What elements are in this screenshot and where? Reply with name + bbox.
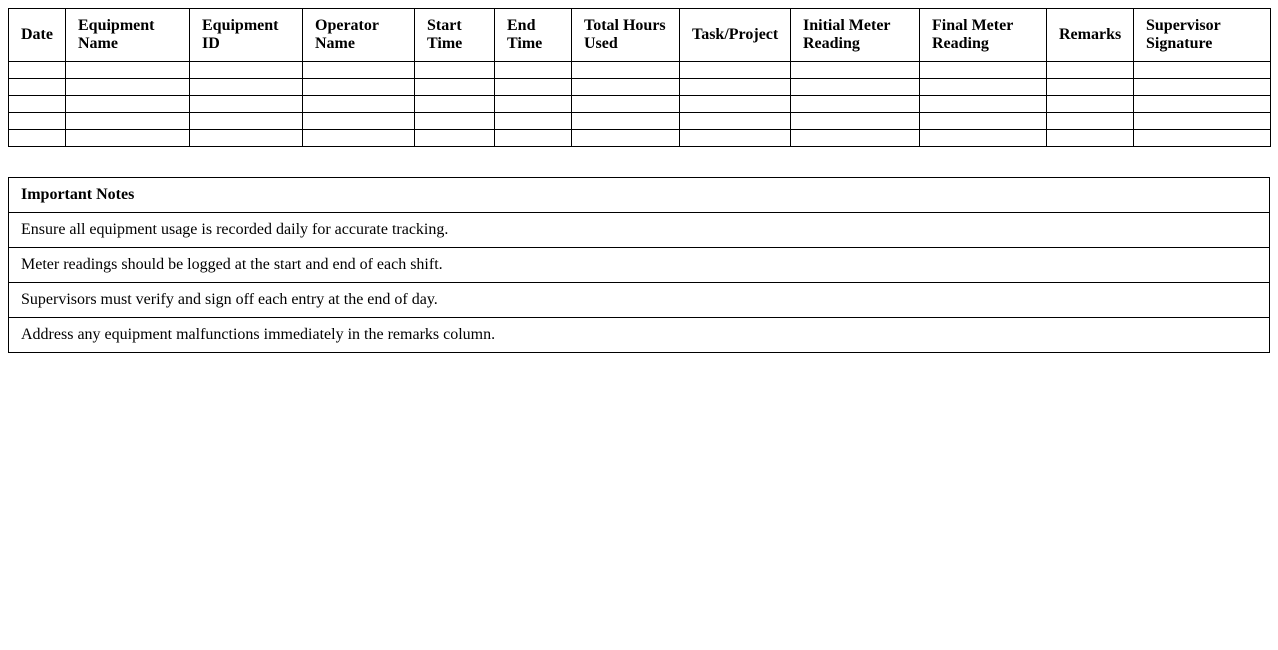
table-cell[interactable]	[9, 79, 66, 96]
table-cell[interactable]	[920, 96, 1047, 113]
notes-table-body	[9, 178, 1270, 353]
table-cell[interactable]	[66, 96, 190, 113]
table-cell[interactable]	[920, 62, 1047, 79]
column-header-supervisor-signature-label: Supervisor Signature	[1146, 17, 1221, 52]
table-cell[interactable]	[495, 130, 572, 147]
column-header-final-meter-reading	[920, 9, 1047, 62]
table-cell[interactable]	[190, 130, 303, 147]
important-notes-table	[8, 177, 1270, 353]
note-row	[9, 248, 1270, 283]
table-cell[interactable]	[680, 96, 791, 113]
table-cell[interactable]	[303, 130, 415, 147]
table-cell[interactable]	[190, 62, 303, 79]
table-cell[interactable]	[9, 113, 66, 130]
table-cell[interactable]	[680, 62, 791, 79]
table-cell[interactable]	[791, 79, 920, 96]
table-cell[interactable]	[1047, 79, 1134, 96]
table-row	[9, 113, 1271, 130]
table-cell[interactable]	[572, 113, 680, 130]
column-header-end-time-label: End Time	[507, 17, 543, 52]
column-header-final-meter-reading-label: Final Meter Reading	[932, 17, 1014, 52]
table-cell[interactable]	[1134, 96, 1271, 113]
table-cell[interactable]	[680, 113, 791, 130]
table-cell[interactable]	[66, 62, 190, 79]
table-cell[interactable]	[572, 62, 680, 79]
table-cell[interactable]	[680, 79, 791, 96]
note-item: Meter readings should be logged at the start and end of each shift.	[9, 248, 1270, 283]
column-header-equipment-id	[190, 9, 303, 62]
log-table-body	[9, 62, 1271, 147]
table-cell[interactable]	[572, 130, 680, 147]
table-cell[interactable]	[495, 113, 572, 130]
table-cell[interactable]	[572, 79, 680, 96]
table-cell[interactable]	[1134, 62, 1271, 79]
table-cell[interactable]	[495, 79, 572, 96]
note-row	[9, 213, 1270, 248]
table-cell[interactable]	[9, 62, 66, 79]
column-header-task-project: Task/Project	[680, 9, 791, 62]
table-cell[interactable]	[495, 62, 572, 79]
log-table-header-row	[9, 9, 1271, 62]
table-cell[interactable]	[415, 113, 495, 130]
table-cell[interactable]	[1047, 130, 1134, 147]
table-cell[interactable]	[415, 62, 495, 79]
column-header-total-hours-used-label: Total Hours Used	[584, 17, 666, 52]
table-row	[9, 79, 1271, 96]
column-header-equipment-id-label: Equipment ID	[202, 17, 279, 52]
table-row	[9, 96, 1271, 113]
table-cell[interactable]	[920, 113, 1047, 130]
note-row	[9, 318, 1270, 353]
note-item: Ensure all equipment usage is recorded daily for accurate tracking.	[9, 213, 1270, 248]
column-header-initial-meter-reading	[791, 9, 920, 62]
table-cell[interactable]	[680, 130, 791, 147]
table-cell[interactable]	[1047, 62, 1134, 79]
column-header-initial-meter-reading-label: Initial Meter Reading	[803, 17, 891, 52]
column-header-supervisor-signature	[1134, 9, 1271, 62]
table-cell[interactable]	[1047, 96, 1134, 113]
table-row	[9, 130, 1271, 147]
table-cell[interactable]	[920, 79, 1047, 96]
table-cell[interactable]	[9, 96, 66, 113]
column-header-start-time	[415, 9, 495, 62]
notes-title: Important Notes	[9, 178, 1270, 213]
table-cell[interactable]	[9, 130, 66, 147]
column-header-equipment-name	[66, 9, 190, 62]
column-header-equipment-name-label: Equipment Name	[78, 17, 155, 52]
table-cell[interactable]	[495, 96, 572, 113]
table-cell[interactable]	[1134, 79, 1271, 96]
table-cell[interactable]	[791, 96, 920, 113]
table-cell[interactable]	[303, 113, 415, 130]
table-cell[interactable]	[791, 113, 920, 130]
table-cell[interactable]	[415, 96, 495, 113]
equipment-usage-log-table	[8, 8, 1271, 147]
column-header-operator-name	[303, 9, 415, 62]
table-cell[interactable]	[303, 79, 415, 96]
table-cell[interactable]	[791, 130, 920, 147]
notes-header-row	[9, 178, 1270, 213]
table-cell[interactable]	[1047, 113, 1134, 130]
column-header-date: Date	[9, 9, 66, 62]
table-cell[interactable]	[791, 62, 920, 79]
table-cell[interactable]	[303, 96, 415, 113]
note-row	[9, 283, 1270, 318]
table-cell[interactable]	[1134, 130, 1271, 147]
column-header-end-time	[495, 9, 572, 62]
column-header-remarks: Remarks	[1047, 9, 1134, 62]
table-cell[interactable]	[415, 130, 495, 147]
table-row	[9, 62, 1271, 79]
table-cell[interactable]	[190, 96, 303, 113]
table-cell[interactable]	[303, 62, 415, 79]
note-item: Address any equipment malfunctions immediately in the remarks column.	[9, 318, 1270, 353]
column-header-start-time-label: Start Time	[427, 17, 463, 52]
column-header-operator-name-label: Operator Name	[315, 17, 379, 52]
table-cell[interactable]	[572, 96, 680, 113]
table-cell[interactable]	[415, 79, 495, 96]
table-cell[interactable]	[66, 130, 190, 147]
table-cell[interactable]	[190, 113, 303, 130]
column-header-total-hours-used	[572, 9, 680, 62]
table-cell[interactable]	[66, 79, 190, 96]
table-cell[interactable]	[920, 130, 1047, 147]
table-cell[interactable]	[66, 113, 190, 130]
table-cell[interactable]	[1134, 113, 1271, 130]
note-item: Supervisors must verify and sign off each entry at the end of day.	[9, 283, 1270, 318]
table-cell[interactable]	[190, 79, 303, 96]
